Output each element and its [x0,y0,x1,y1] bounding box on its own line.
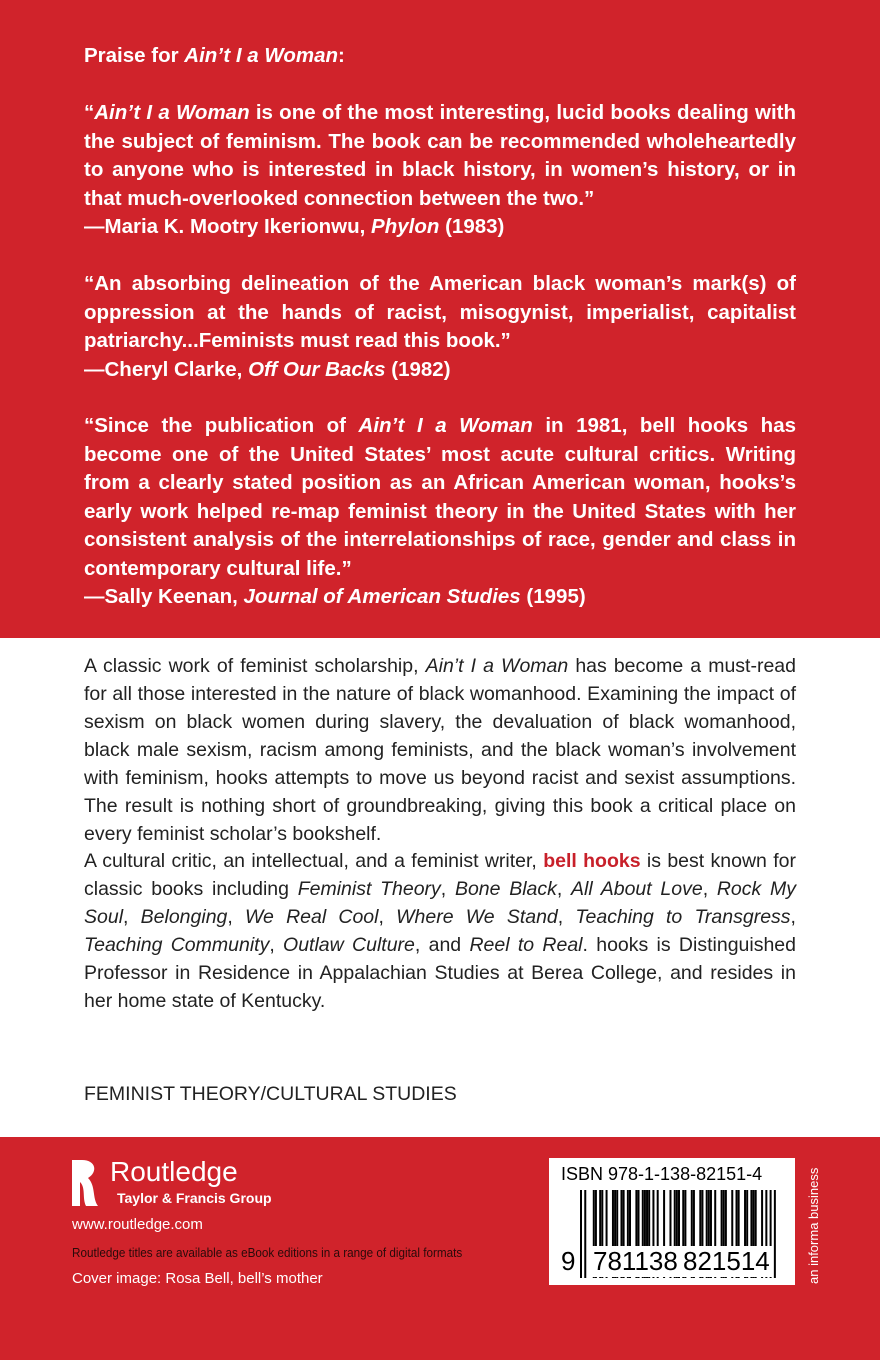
barcode-bar [774,1190,776,1278]
isbn-left-digits: 781138 [593,1246,678,1276]
book-title: Where We Stand [396,906,558,928]
quote-2-attribution: —Cheryl Clarke, Off Our Backs (1982) [84,357,451,381]
book-title: Bone Black [454,878,557,900]
quote-3: “Since the publication of Ain’t I a Woman in 1981, bell hooks has become one of the United States’ most acute cultural critics. Writing from a clearly stated position as an African American woman, hooks’s early work helped re-map feminist theory in the United States with her consistent analysis of the interrelationships of race, gender and class in contemporary cultural life.” —Sally Keenan, Journal of American Studies (1995) [84,412,796,612]
barcode-bar [584,1190,586,1278]
description-paragraph: A classic work of feminist scholarship, Ain’t I a Woman has become a must-read for all those interested in the nature of black womanhood. Examining the impact of sexism on black women during slavery, the devaluation of black womanhood, black male sexism, racism among feminists, and the black woman’s involvement with feminism, hooks attempts to move us beyond racist and sexist assumptions. The result is nothing short of groundbreaking, giving this book a critical place on every feminist scholar’s bookshelf. [84,655,796,845]
praise-heading: Praise for Ain’t I a Woman: [84,44,345,67]
book-title: Teaching to Transgress [575,906,791,928]
book-title: Outlaw Culture [283,934,415,956]
book-title: We Real Cool [245,906,379,928]
book-title: Teaching Community [84,934,270,956]
book-title: Rock My Soul [84,878,796,928]
quote-1: “Ain’t I a Woman is one of the most interesting, lucid books dealing with the subject of feminism. The book can be recommended wholeheartedly to anyone who is interested in black history, in women’s history, or in that much-overlooked connection between the two.” —Maria K. Mootry Ikerionwu, Phylon (1983) [84,99,796,242]
quote-2: “An absorbing delineation of the American black woman’s mark(s) of oppression at the hands of racist, misogynist, imperialist, capitalist patriarchy...Feminists must read this book.” —Cheryl Clarke, Off Our Backs (1982) [84,270,796,384]
book-title: Feminist Theory [297,878,441,900]
isbn-label: ISBN 978-1-138-82151-4 [561,1164,763,1184]
category-label: FEMINIST THEORY/CULTURAL STUDIES [84,1083,457,1105]
book-title: Belonging [140,906,228,928]
praise-section [0,0,880,638]
publisher-url[interactable]: www.routledge.com [72,1216,203,1233]
isbn-right-digits: 821514 [683,1246,770,1276]
routledge-logo-icon [70,1158,100,1208]
quote-3-attribution: —Sally Keenan, Journal of American Studies (1995) [84,585,586,608]
book-title: Reel to Real [469,934,583,956]
author-bio: A cultural critic, an intellectual, and a feminist writer, bell hooks is best known for classic books including Feminist Theory, Bone Black, All About Love, Rock My Soul, Belonging, We Real Cool, Where We Stand, Teaching to Transgress, Teaching Community, Outlaw Culture, and Reel to Real. hooks is Distinguished Professor in Residence in Appalachian Studies at Berea College, and resides in her home state of Kentucky. [84,850,797,1012]
isbn-barcode [549,1158,795,1285]
book-title: All About Love [571,878,703,900]
quote-1-attribution: —Maria K. Mootry Ikerionwu, Phylon (1983) [84,215,505,238]
isbn-first-digit: 9 [561,1246,576,1276]
description-section [0,638,880,1137]
publisher-name: Routledge [110,1156,238,1187]
barcode-bar [580,1190,582,1278]
informa-label: an informa business [806,1167,821,1284]
cover-credit: Cover image: Rosa Bell, bell’s mother [72,1270,323,1287]
publisher-group: Taylor & Francis Group [117,1190,272,1206]
ebook-note: Routledge titles are available as eBook editions in a range of digital formats [72,1245,463,1260]
